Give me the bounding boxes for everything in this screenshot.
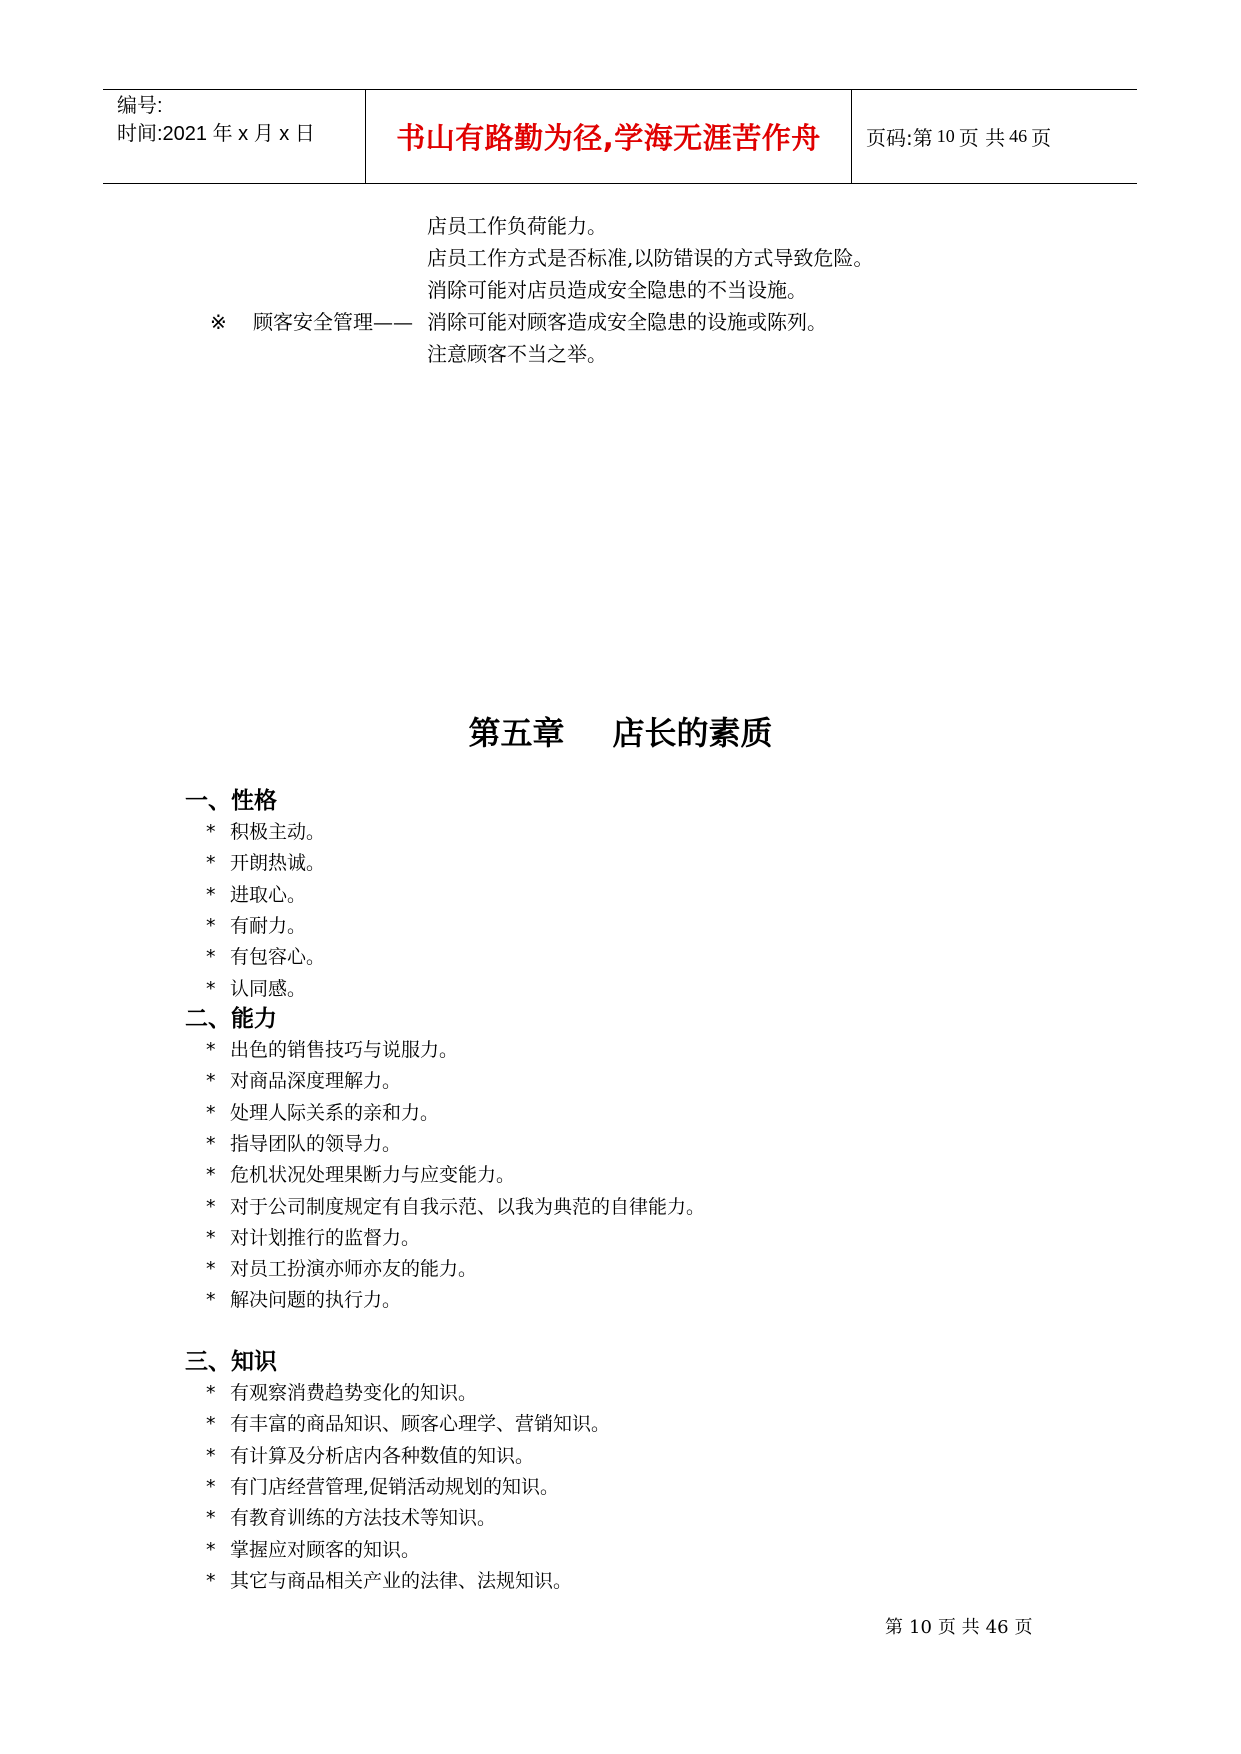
list-item bbox=[206, 1566, 572, 1597]
bullet-icon: * bbox=[206, 1382, 216, 1404]
list-item bbox=[206, 1035, 458, 1066]
list-item-text: 对于公司制度规定有自我示范、以我为典范的自律能力。 bbox=[230, 1195, 706, 1218]
list-item bbox=[206, 1378, 477, 1409]
list-item-text: 有门店经营管理,促销活动规划的知识。 bbox=[230, 1475, 560, 1498]
page-current: 10 bbox=[936, 126, 955, 146]
list-item-text: 掌握应对顾客的知识。 bbox=[230, 1538, 421, 1561]
list-item-text: 对员工扮演亦师亦友的能力。 bbox=[230, 1258, 478, 1281]
footer-current: 10 bbox=[909, 1617, 932, 1638]
bullet-icon: * bbox=[206, 914, 216, 937]
list-item-text: 进取心。 bbox=[230, 883, 307, 906]
bullet-icon: * bbox=[206, 1289, 216, 1312]
chapter-title bbox=[0, 708, 1241, 754]
page-mid: 页 共 bbox=[958, 126, 1006, 150]
document-number-label: 编号: bbox=[117, 95, 163, 117]
bullet-icon: * bbox=[206, 1507, 216, 1530]
list-item bbox=[206, 1472, 559, 1503]
page-total: 46 bbox=[1009, 126, 1028, 146]
bullet-icon: * bbox=[206, 1070, 216, 1093]
bullet-icon: * bbox=[206, 1039, 216, 1061]
section-heading: 三、知识 bbox=[185, 1349, 277, 1375]
list-item bbox=[206, 1098, 439, 1129]
list-item bbox=[206, 911, 306, 942]
list-item-text: 对计划推行的监督力。 bbox=[230, 1226, 421, 1249]
safety-line: 消除可能对店员造成安全隐患的不当设施。 bbox=[427, 278, 807, 302]
bullet-icon: * bbox=[206, 821, 216, 843]
list-item bbox=[206, 1129, 401, 1160]
section-heading: 一、性格 bbox=[185, 788, 277, 814]
list-item bbox=[206, 1066, 401, 1097]
bullet-icon: * bbox=[206, 1413, 216, 1436]
footer-mid: 页 共 bbox=[937, 1617, 980, 1638]
list-item-text: 开朗热诚。 bbox=[230, 852, 326, 875]
list-item bbox=[206, 848, 325, 879]
bullet-icon: * bbox=[206, 1132, 216, 1155]
footer-total: 46 bbox=[985, 1617, 1009, 1638]
header-motto: 书山有路勤为径,学海无涯苦作舟 bbox=[365, 90, 852, 183]
header-meta bbox=[103, 90, 365, 183]
list-item-text: 指导团队的领导力。 bbox=[230, 1132, 402, 1155]
list-item-text: 有观察消费趋势变化的知识。 bbox=[230, 1382, 478, 1404]
document-time-label: 时间:2021 年 x 月 x 日 bbox=[117, 123, 315, 145]
bullet-icon: * bbox=[206, 1195, 216, 1218]
bullet-icon: * bbox=[206, 1569, 216, 1592]
bullet-icon: * bbox=[206, 1444, 216, 1467]
list-item bbox=[206, 942, 325, 973]
list-item bbox=[206, 1254, 477, 1285]
list-item-text: 解决问题的执行力。 bbox=[230, 1289, 402, 1312]
list-item-text: 有丰富的商品知识、顾客心理学、营销知识。 bbox=[230, 1413, 611, 1436]
footer-prefix: 第 bbox=[885, 1617, 903, 1638]
bullet-icon: * bbox=[206, 1101, 216, 1124]
page-header bbox=[103, 89, 1137, 184]
list-item bbox=[206, 1160, 515, 1191]
bullet-icon: * bbox=[206, 1258, 216, 1281]
list-item-text: 有计算及分析店内各种数值的知识。 bbox=[230, 1444, 535, 1467]
list-item bbox=[206, 880, 306, 911]
bullet-icon: * bbox=[206, 1538, 216, 1561]
page-footer bbox=[885, 1613, 1039, 1639]
safety-line: 消除可能对顾客造成安全隐患的设施或陈列。 bbox=[427, 310, 827, 334]
list-item bbox=[206, 1441, 534, 1472]
list-item bbox=[206, 974, 306, 1005]
customer-safety-label: 顾客安全管理—— bbox=[253, 310, 413, 334]
list-item-text: 有教育训练的方法技术等知识。 bbox=[230, 1507, 497, 1530]
list-item bbox=[206, 1285, 401, 1316]
bullet-icon: * bbox=[206, 977, 216, 1000]
list-item-text: 处理人际关系的亲和力。 bbox=[230, 1101, 440, 1124]
page-prefix: 页码:第 bbox=[866, 126, 933, 150]
reference-mark-icon: ※ bbox=[210, 310, 227, 334]
list-item-text: 有耐力。 bbox=[230, 914, 307, 937]
list-item-text: 积极主动。 bbox=[230, 821, 326, 843]
section-heading: 二、能力 bbox=[185, 1006, 277, 1032]
header-page-indicator bbox=[852, 90, 1137, 183]
list-item-text: 对商品深度理解力。 bbox=[230, 1070, 402, 1093]
safety-line: 店员工作负荷能力。 bbox=[427, 214, 607, 238]
bullet-icon: * bbox=[206, 1475, 216, 1498]
list-item-text: 危机状况处理果断力与应变能力。 bbox=[230, 1164, 516, 1187]
bullet-icon: * bbox=[206, 946, 216, 969]
list-item bbox=[206, 1223, 420, 1254]
list-item bbox=[206, 1535, 420, 1566]
bullet-icon: * bbox=[206, 883, 216, 906]
chapter-name: 店长的素质 bbox=[612, 714, 773, 752]
list-item-text: 其它与商品相关产业的法律、法规知识。 bbox=[230, 1569, 573, 1592]
list-item-text: 出色的销售技巧与说服力。 bbox=[230, 1039, 459, 1061]
list-item bbox=[206, 1192, 705, 1223]
list-item-text: 有包容心。 bbox=[230, 946, 326, 969]
list-item bbox=[206, 817, 325, 848]
list-item-text: 认同感。 bbox=[230, 977, 307, 1000]
chapter-number: 第五章 bbox=[468, 714, 565, 752]
safety-line: 店员工作方式是否标准,以防错误的方式导致危险。 bbox=[427, 246, 874, 270]
list-item bbox=[206, 1503, 496, 1534]
page-suffix: 页 bbox=[1031, 126, 1052, 150]
bullet-icon: * bbox=[206, 1164, 216, 1187]
list-item bbox=[206, 1409, 610, 1440]
bullet-icon: * bbox=[206, 852, 216, 875]
safety-line: 注意顾客不当之举。 bbox=[427, 342, 607, 366]
footer-suffix: 页 bbox=[1014, 1617, 1033, 1638]
bullet-icon: * bbox=[206, 1226, 216, 1249]
